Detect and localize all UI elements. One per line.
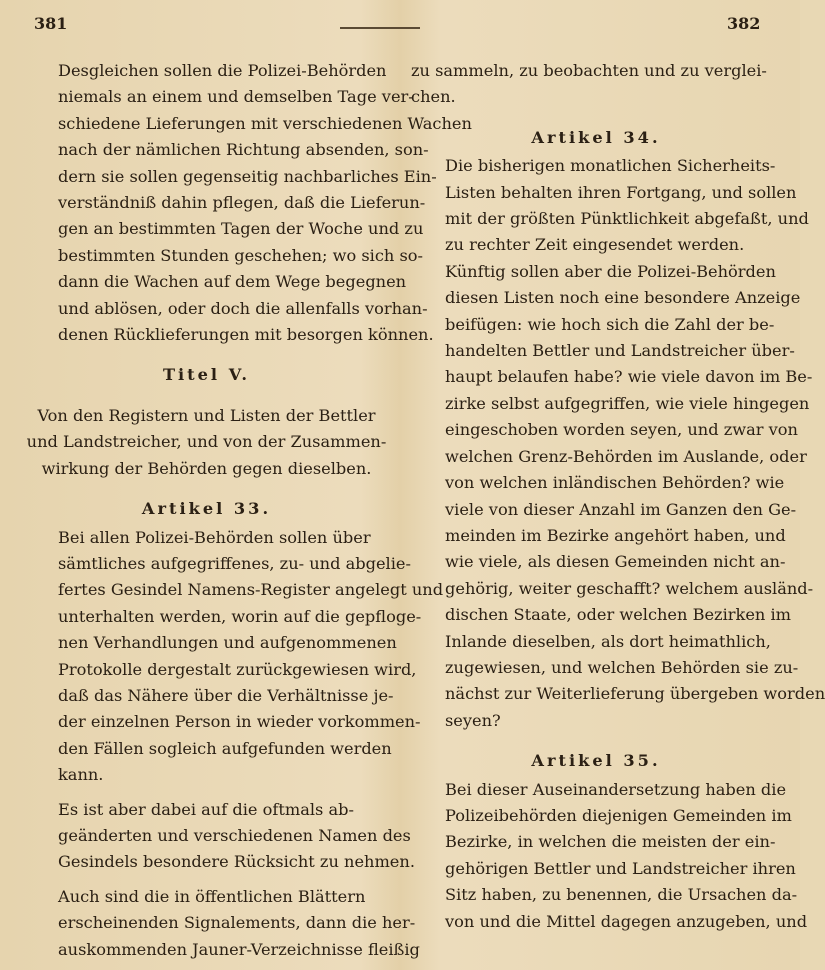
text-line: Künftig sollen aber die Polizei-Behörden	[445, 261, 776, 281]
text-line: gen an bestimmten Tagen der Woche und zu	[58, 219, 424, 239]
article-heading: Artikel 33.	[141, 499, 272, 519]
text-line: Die bisherigen monatlichen Sicherheits-	[445, 156, 776, 176]
text-line: Bei dieser Auseinandersetzung haben die	[445, 779, 787, 799]
text-line: haupt belaufen habe? wie viele davon im Be-	[445, 367, 813, 387]
text-line: Von den Registern und Listen der Bettler	[37, 405, 376, 425]
text-line: Desgleichen sollen die Polizei-Behörden	[58, 61, 387, 80]
text-line: sämtliches aufgegriffenes, zu- und abgelie-	[58, 553, 411, 573]
text-line: eingeschoben worden seyen, und zwar von	[445, 420, 798, 440]
text-line: Bezirke, in welchen die meisten der ein-	[445, 832, 776, 852]
paragraph	[411, 777, 808, 935]
text-line: handelten Bettler und Landstreicher über-	[445, 341, 795, 361]
text-line: Es ist aber dabei auf die oftmals ab-	[58, 799, 354, 819]
text-line: chen.	[411, 87, 456, 107]
text-line: Polizeibehörden diejenigen Gemeinden im	[445, 805, 792, 825]
text-line: wirkung der Behörden gegen dieselben.	[41, 458, 372, 478]
text-line: diesen Listen noch eine besondere Anzeige	[445, 288, 801, 308]
paragraph	[24, 797, 415, 876]
text-line: gehörig, weiter geschafft? welchem ausländ-	[445, 578, 814, 598]
text-line: geänderten und verschiedenen Namen des	[58, 825, 411, 845]
text-line: der einzelnen Person in wieder vorkommen-	[58, 712, 421, 732]
article-heading: Artikel 34.	[531, 127, 661, 147]
left-column	[24, 58, 472, 963]
text-line: bestimmten Stunden geschehen; wo sich so-	[58, 245, 423, 265]
paragraph	[24, 525, 444, 789]
text-line: meinden im Bezirke angehört haben, und	[445, 525, 786, 545]
paragraph	[411, 153, 809, 259]
text-line: dern sie sollen gegenseitig nachbarliches Ein-	[58, 166, 437, 186]
section-subtitle	[24, 403, 389, 482]
right-page-number: 382	[727, 14, 761, 33]
text-line: Listen behalten ihren Fortgang, und sollen	[445, 182, 797, 202]
text-line: nach der nämlichen Richtung absenden, son-	[58, 140, 429, 160]
text-line: Gesindels besondere Rücksicht zu nehmen.	[58, 852, 415, 872]
paragraph	[24, 884, 420, 963]
text-line: von und die Mittel dagegen anzugeben, und	[445, 911, 808, 931]
text-line: auskommenden Jauner-Verzeichnisse fleißig	[58, 939, 420, 959]
text-line: und Landstreicher, und von der Zusammen-	[26, 432, 387, 452]
text-line: daß das Nähere über die Verhältnisse je-	[58, 685, 394, 705]
text-line: nen Verhandlungen und aufgenommenen	[58, 633, 397, 653]
left-page-number: 381	[34, 14, 68, 33]
text-line: wie viele, als diesen Gemeinden nicht an-	[445, 552, 786, 572]
section-title: Titel V.	[162, 365, 251, 385]
text-line: Bei allen Polizei-Behörden sollen über	[58, 527, 371, 547]
text-line: kann.	[58, 765, 104, 785]
text-line: Protokolle dergestalt zurückgewiesen wird,	[58, 659, 417, 679]
text-line: und ablösen, oder doch die allenfalls vorhan-	[58, 298, 428, 318]
text-line: gehörigen Bettler und Landstreicher ihren	[445, 858, 796, 878]
text-line: denen Rücklieferungen mit besorgen können.	[58, 325, 434, 345]
text-line: von welchen inländischen Behörden? wie	[445, 473, 785, 493]
text-line: fertes Gesindel Namens-Register angelegt und	[58, 580, 444, 600]
text-line: zu sammeln, zu beobachten und zu verglei-	[411, 61, 767, 80]
text-line: Inlande dieselben, als dort heimathlich,	[445, 631, 771, 651]
text-line: zugewiesen, und welchen Behörden sie zu-	[445, 657, 799, 677]
text-line: schiedene Lieferungen mit verschiedenen Wachen	[58, 113, 472, 133]
text-line: nächst zur Weiterlieferung übergeben worden	[445, 684, 825, 704]
paragraph	[411, 259, 825, 734]
text-line: den Fällen sogleich aufgefunden werden	[58, 738, 392, 758]
text-line: dann die Wachen auf dem Wege begegnen	[58, 272, 407, 292]
text-line: dischen Staate, oder welchen Bezirken im	[445, 605, 791, 625]
article-heading: Artikel 35.	[531, 751, 661, 771]
text-line: zirke selbst aufgegriffen, wie viele hingegen	[445, 393, 810, 413]
text-line: mit der größten Pünktlichkeit abgefaßt, und	[445, 209, 809, 229]
text-line: zu rechter Zeit eingesendet werden.	[445, 235, 745, 255]
paragraph	[411, 58, 781, 111]
text-line: welchen Grenz-Behörden im Auslande, oder	[445, 446, 807, 466]
text-line: seyen?	[445, 710, 501, 730]
text-line: verständniß dahin pflegen, daß die Lieferun-	[58, 193, 426, 213]
text-line: unterhalten werden, worin auf die gepfloge-	[58, 606, 422, 626]
right-column	[411, 58, 825, 935]
paragraph	[24, 58, 472, 348]
text-line: niemals an einem und demselben Tage ver-	[58, 87, 414, 107]
text-line: beifügen: wie hoch sich die Zahl der be-	[445, 314, 775, 334]
text-line: viele von dieser Anzahl im Ganzen den Ge-	[445, 499, 797, 519]
text-line: Sitz haben, zu benennen, die Ursachen da-	[445, 885, 798, 905]
text-line: erscheinenden Signalements, dann die her-	[58, 913, 416, 933]
text-line: Auch sind die in öffentlichen Blättern	[58, 886, 366, 906]
header-rule	[340, 27, 420, 29]
